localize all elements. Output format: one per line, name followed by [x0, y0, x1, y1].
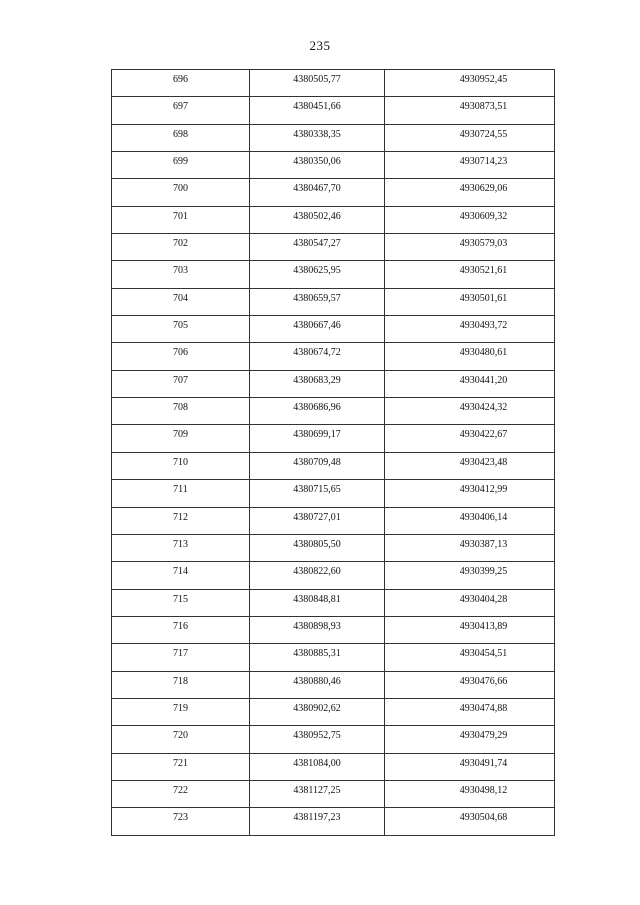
cell-text: 4930952,45: [459, 74, 508, 85]
y-coordinate-cell: [385, 288, 555, 315]
cell-text: 4930498,12: [459, 784, 508, 796]
table-row: [112, 616, 555, 643]
x-coordinate-cell: [250, 780, 385, 807]
cell-text: 4380505,77: [293, 74, 341, 85]
y-coordinate-cell: [385, 589, 555, 616]
cell-text: 722: [173, 784, 188, 796]
cell-text: 704: [173, 292, 188, 304]
point-number-cell: [112, 808, 250, 835]
x-coordinate-cell: [250, 206, 385, 233]
y-coordinate-cell: [385, 97, 555, 124]
point-number-cell: [112, 698, 250, 725]
point-number-cell: [112, 425, 250, 452]
table-row: [112, 480, 555, 507]
x-coordinate-cell: [250, 261, 385, 288]
x-coordinate-cell: [250, 534, 385, 561]
point-number-cell: [112, 316, 250, 343]
x-coordinate-cell: [250, 616, 385, 643]
y-coordinate-cell: [385, 562, 555, 589]
cell-text: 4380338,35: [293, 128, 341, 140]
y-coordinate-cell: [385, 726, 555, 753]
cell-text: 4380898,93: [293, 620, 341, 632]
x-coordinate-cell: [250, 589, 385, 616]
cell-text: 707: [173, 374, 188, 386]
cell-text: 701: [173, 210, 188, 222]
cell-text: 719: [173, 702, 188, 714]
x-coordinate-cell: [250, 370, 385, 397]
y-coordinate-cell: [385, 343, 555, 370]
cell-text: 4380902,62: [293, 702, 341, 714]
y-coordinate-cell: [385, 780, 555, 807]
y-coordinate-cell: [385, 261, 555, 288]
coordinates-table: [111, 69, 555, 836]
cell-text: 4380822,60: [293, 566, 341, 578]
table-row: [112, 726, 555, 753]
cell-text: 4930399,25: [459, 566, 508, 578]
x-coordinate-cell: [250, 398, 385, 425]
table-row: [112, 234, 555, 261]
cell-text: 4930629,06: [459, 183, 508, 195]
cell-text: 4930501,61: [459, 292, 508, 304]
y-coordinate-cell: [385, 124, 555, 151]
table-row: [112, 124, 555, 151]
cell-text: 4930441,20: [459, 374, 508, 386]
cell-text: 723: [173, 812, 188, 824]
cell-text: 4930480,61: [459, 347, 508, 359]
table-row: [112, 261, 555, 288]
y-coordinate-cell: [385, 753, 555, 780]
table-row: [112, 507, 555, 534]
cell-text: 4380502,46: [293, 210, 341, 222]
x-coordinate-cell: [250, 124, 385, 151]
x-coordinate-cell: [250, 644, 385, 671]
cell-text: 4380952,75: [293, 730, 341, 742]
x-coordinate-cell: [250, 70, 385, 97]
cell-text: 718: [173, 675, 188, 687]
cell-text: 4930491,74: [459, 757, 508, 769]
point-number-cell: [112, 261, 250, 288]
cell-text: 4380715,65: [293, 484, 341, 496]
cell-text: 4930404,28: [459, 593, 508, 605]
cell-text: 715: [173, 593, 188, 605]
x-coordinate-cell: [250, 288, 385, 315]
y-coordinate-cell: [385, 808, 555, 835]
cell-text: 4380625,95: [293, 265, 341, 277]
cell-text: 4930479,29: [459, 730, 508, 742]
cell-text: 712: [173, 511, 188, 523]
cell-text: 4930422,67: [459, 429, 508, 441]
cell-text: 4930406,14: [459, 511, 508, 523]
table-row: [112, 698, 555, 725]
point-number-cell: [112, 234, 250, 261]
cell-text: 4381084,00: [293, 757, 341, 769]
table-row: [112, 370, 555, 397]
point-number-cell: [112, 97, 250, 124]
table-row: [112, 425, 555, 452]
point-number-cell: [112, 288, 250, 315]
cell-text: 710: [173, 456, 188, 468]
point-number-cell: [112, 370, 250, 397]
cell-text: 709: [173, 429, 188, 441]
point-number-cell: [112, 616, 250, 643]
x-coordinate-cell: [250, 234, 385, 261]
cell-text: 4930412,99: [459, 484, 508, 496]
x-coordinate-cell: [250, 152, 385, 179]
cell-text: 4381197,23: [293, 812, 341, 824]
y-coordinate-cell: [385, 698, 555, 725]
table-row: [112, 808, 555, 835]
table-row: [112, 644, 555, 671]
point-number-cell: [112, 452, 250, 479]
cell-text: 4380467,70: [293, 183, 341, 195]
cell-text: 4380350,06: [293, 156, 341, 168]
x-coordinate-cell: [250, 179, 385, 206]
table-row: [112, 179, 555, 206]
cell-text: 699: [173, 156, 188, 168]
x-coordinate-cell: [250, 97, 385, 124]
cell-text: 716: [173, 620, 188, 632]
y-coordinate-cell: [385, 616, 555, 643]
cell-text: 4380667,46: [293, 320, 341, 332]
point-number-cell: [112, 179, 250, 206]
cell-text: 4930873,51: [459, 101, 508, 113]
table-body: [112, 70, 555, 836]
cell-text: 4380686,96: [293, 402, 341, 414]
y-coordinate-cell: [385, 452, 555, 479]
table-row: [112, 780, 555, 807]
cell-text: 4930579,03: [459, 238, 508, 250]
cell-text: 4930413,89: [459, 620, 508, 632]
point-number-cell: [112, 753, 250, 780]
y-coordinate-cell: [385, 671, 555, 698]
cell-text: 705: [173, 320, 188, 332]
y-coordinate-cell: [385, 70, 555, 97]
y-coordinate-cell: [385, 179, 555, 206]
y-coordinate-cell: [385, 152, 555, 179]
y-coordinate-cell: [385, 425, 555, 452]
cell-text: 717: [173, 648, 188, 660]
y-coordinate-cell: [385, 234, 555, 261]
cell-text: 4930521,61: [459, 265, 508, 277]
table-row: [112, 206, 555, 233]
y-coordinate-cell: [385, 534, 555, 561]
y-coordinate-cell: [385, 398, 555, 425]
table-row: [112, 452, 555, 479]
cell-text: 4930474,88: [459, 702, 508, 714]
y-coordinate-cell: [385, 644, 555, 671]
cell-text: 4380674,72: [293, 347, 341, 359]
cell-text: 4930493,72: [459, 320, 508, 332]
point-number-cell: [112, 589, 250, 616]
cell-text: 4930714,23: [459, 156, 508, 168]
x-coordinate-cell: [250, 507, 385, 534]
cell-text: 711: [173, 484, 188, 496]
point-number-cell: [112, 206, 250, 233]
point-number-cell: [112, 671, 250, 698]
table-row: [112, 152, 555, 179]
point-number-cell: [112, 644, 250, 671]
x-coordinate-cell: [250, 671, 385, 698]
cell-text: 4380451,66: [293, 101, 341, 113]
point-number-cell: [112, 343, 250, 370]
table-row: [112, 753, 555, 780]
cell-text: 4930423,48: [459, 456, 508, 468]
cell-text: 4380547,27: [293, 238, 341, 250]
point-number-cell: [112, 780, 250, 807]
point-number-cell: [112, 70, 250, 97]
table-row: [112, 671, 555, 698]
cell-text: 4930387,13: [459, 538, 508, 550]
cell-text: 4930504,68: [459, 812, 508, 824]
cell-text: 4380848,81: [293, 593, 341, 605]
cell-text: 4380709,48: [293, 456, 341, 468]
cell-text: 4380805,50: [293, 538, 341, 550]
y-coordinate-cell: [385, 370, 555, 397]
point-number-cell: [112, 726, 250, 753]
table-row: [112, 534, 555, 561]
cell-text: 696: [173, 74, 188, 85]
cell-text: 702: [173, 238, 188, 250]
cell-text: 4930609,32: [459, 210, 508, 222]
x-coordinate-cell: [250, 480, 385, 507]
cell-text: 4380683,29: [293, 374, 341, 386]
y-coordinate-cell: [385, 206, 555, 233]
cell-text: 4930724,55: [459, 128, 508, 140]
point-number-cell: [112, 507, 250, 534]
y-coordinate-cell: [385, 316, 555, 343]
point-number-cell: [112, 124, 250, 151]
table-row: [112, 316, 555, 343]
cell-text: 697: [173, 101, 188, 113]
page-number: 235: [309, 38, 331, 53]
cell-text: 698: [173, 128, 188, 140]
cell-text: 714: [173, 566, 188, 578]
cell-text: 721: [173, 757, 188, 769]
table-row: [112, 97, 555, 124]
point-number-cell: [112, 534, 250, 561]
x-coordinate-cell: [250, 343, 385, 370]
cell-text: 4380885,31: [293, 648, 341, 660]
cell-text: 4381127,25: [293, 784, 341, 796]
table-row: [112, 398, 555, 425]
cell-text: 4930424,32: [459, 402, 508, 414]
table-row: [112, 70, 555, 97]
cell-text: 4380699,17: [293, 429, 341, 441]
x-coordinate-cell: [250, 698, 385, 725]
table-row: [112, 343, 555, 370]
y-coordinate-cell: [385, 507, 555, 534]
cell-text: 4380727,01: [293, 511, 341, 523]
point-number-cell: [112, 480, 250, 507]
cell-text: 700: [173, 183, 188, 195]
cell-text: 703: [173, 265, 188, 277]
x-coordinate-cell: [250, 726, 385, 753]
cell-text: 4930454,51: [459, 648, 508, 660]
cell-text: 706: [173, 347, 188, 359]
cell-text: 713: [173, 538, 188, 550]
point-number-cell: [112, 562, 250, 589]
x-coordinate-cell: [250, 452, 385, 479]
x-coordinate-cell: [250, 316, 385, 343]
x-coordinate-cell: [250, 425, 385, 452]
cell-text: 720: [173, 730, 188, 742]
x-coordinate-cell: [250, 562, 385, 589]
cell-text: 4380880,46: [293, 675, 341, 687]
cell-text: 708: [173, 402, 188, 414]
table-row: [112, 288, 555, 315]
y-coordinate-cell: [385, 480, 555, 507]
table-row: [112, 562, 555, 589]
cell-text: 4930476,66: [459, 675, 508, 687]
point-number-cell: [112, 398, 250, 425]
x-coordinate-cell: [250, 808, 385, 835]
x-coordinate-cell: [250, 753, 385, 780]
cell-text: 4380659,57: [293, 292, 341, 304]
point-number-cell: [112, 152, 250, 179]
table-row: [112, 589, 555, 616]
